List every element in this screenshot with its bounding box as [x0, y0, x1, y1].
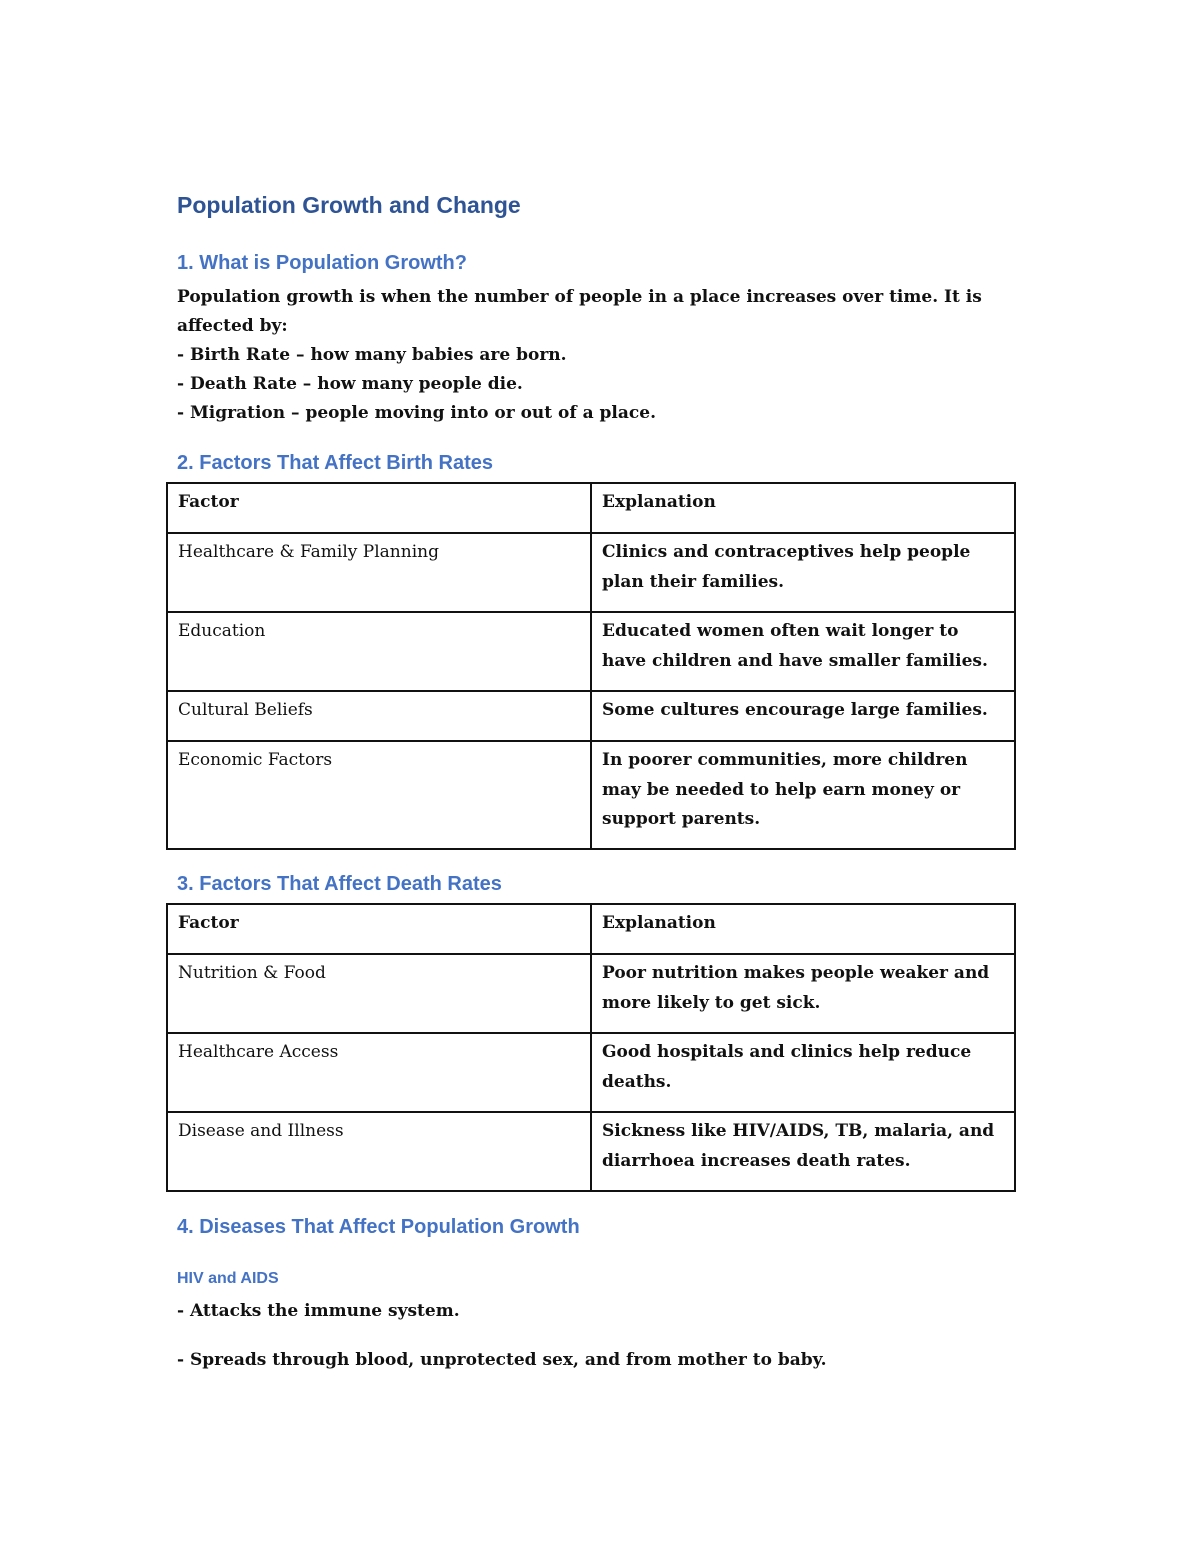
- intro-line: affected by:: [177, 316, 288, 336]
- list-item-birth-rate: [177, 341, 997, 370]
- birth-rate-table: [166, 482, 1016, 850]
- factor-cell: Cultural Beliefs: [167, 691, 591, 741]
- list-desc: – how many babies are born.: [290, 345, 567, 365]
- factor-cell: Healthcare & Family Planning: [167, 533, 591, 612]
- section-2-heading: 2. Factors That Affect Birth Rates: [177, 452, 493, 474]
- list-term: Birth Rate: [189, 345, 291, 365]
- explanation-cell: Educated women often wait longer to have children and have smaller families.: [591, 612, 1015, 691]
- death-rate-table: [166, 903, 1016, 1192]
- list-item-migration: [177, 399, 997, 428]
- table-row: [167, 612, 1015, 691]
- page-title: Population Growth and Change: [177, 192, 521, 218]
- table-row: [167, 691, 1015, 741]
- factor-cell: Nutrition & Food: [167, 954, 591, 1033]
- explanation-cell: Sickness like HIV/AIDS, TB, malaria, and diarrhoea increases death rates.: [591, 1112, 1015, 1191]
- section-4-body: [177, 1297, 997, 1326]
- table-row: [167, 954, 1015, 1033]
- column-header-explanation: Explanation: [591, 904, 1015, 954]
- column-header-explanation: Explanation: [591, 483, 1015, 533]
- list-desc: – how many people die.: [296, 374, 523, 394]
- list-desc: – people moving into or out of a place.: [285, 403, 656, 423]
- table-row: [167, 1112, 1015, 1191]
- hiv-aids-subheading: HIV and AIDS: [177, 1270, 279, 1287]
- table-row: [167, 741, 1015, 849]
- section-4-heading: 4. Diseases That Affect Population Growth: [177, 1216, 580, 1238]
- section-3-heading: 3. Factors That Affect Death Rates: [177, 873, 502, 895]
- section-1-body: [177, 283, 997, 428]
- column-header-factor: Factor: [167, 904, 591, 954]
- bullet-item: - Attacks the immune system.: [177, 1301, 460, 1321]
- explanation-cell: Some cultures encourage large families.: [591, 691, 1015, 741]
- factor-cell: Healthcare Access: [167, 1033, 591, 1112]
- explanation-cell: In poorer communities, more children may be needed to help earn money or support parents.: [591, 741, 1015, 849]
- list-item-death-rate: [177, 370, 997, 399]
- explanation-cell: Clinics and contraceptives help people plan their families.: [591, 533, 1015, 612]
- list-prefix: -: [177, 345, 190, 365]
- factor-cell: Economic Factors: [167, 741, 591, 849]
- intro-line: Population growth is when the number of people in a place increases over time. It is: [177, 287, 982, 307]
- column-header-factor: Factor: [167, 483, 591, 533]
- table-row: [167, 533, 1015, 612]
- table-header-row: [167, 904, 1015, 954]
- list-term: Migration: [189, 403, 286, 423]
- list-prefix: -: [177, 403, 190, 423]
- list-term: Death Rate: [189, 374, 297, 394]
- list-prefix: -: [177, 374, 190, 394]
- section-1-heading: 1. What is Population Growth?: [177, 252, 467, 274]
- table-header-row: [167, 483, 1015, 533]
- section-4-body: [177, 1346, 997, 1375]
- explanation-cell: Good hospitals and clinics help reduce deaths.: [591, 1033, 1015, 1112]
- factor-cell: Education: [167, 612, 591, 691]
- factor-cell: Disease and Illness: [167, 1112, 591, 1191]
- table-row: [167, 1033, 1015, 1112]
- bullet-item: - Spreads through blood, unprotected sex, and from mother to baby.: [177, 1350, 827, 1370]
- explanation-cell: Poor nutrition makes people weaker and more likely to get sick.: [591, 954, 1015, 1033]
